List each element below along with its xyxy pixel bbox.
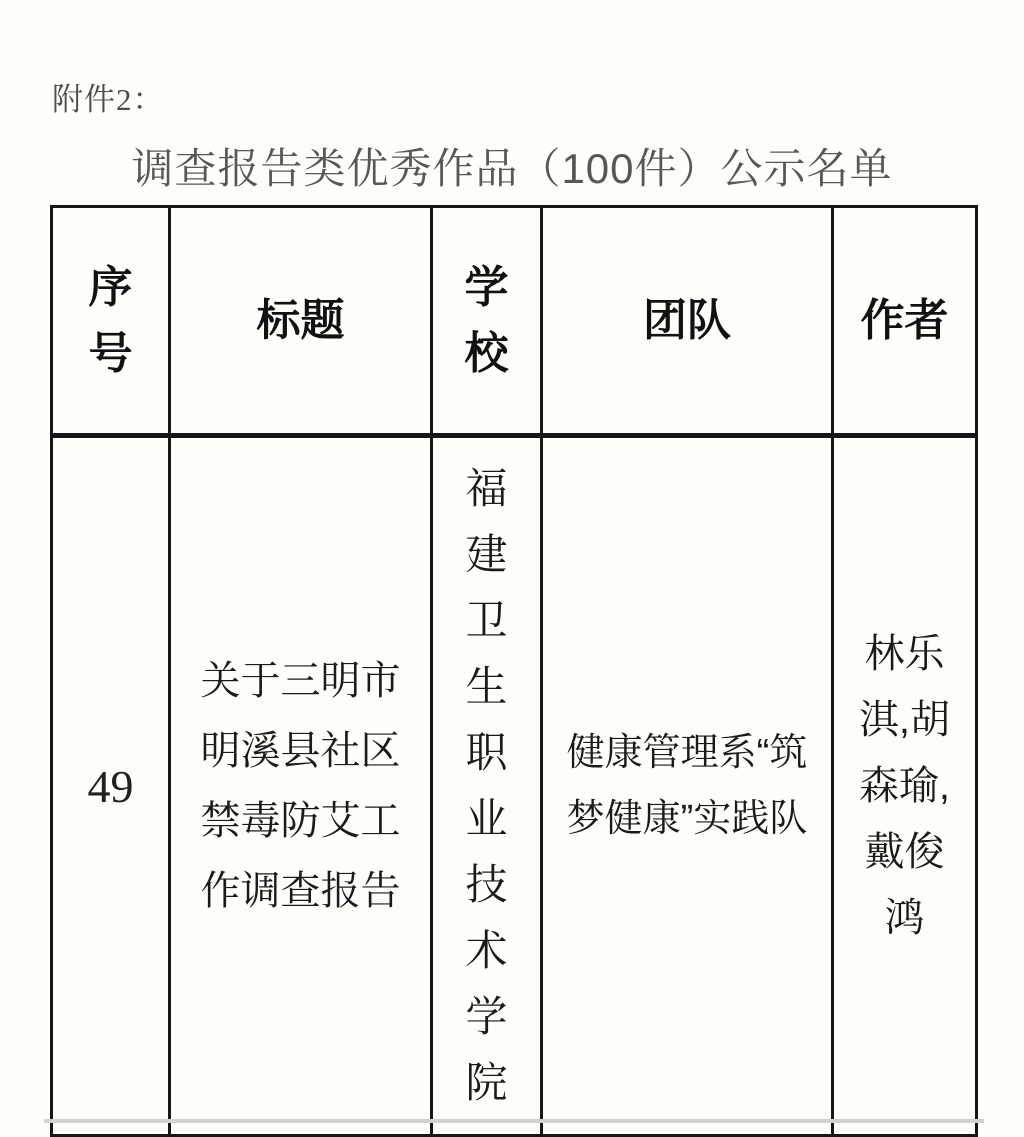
column-header-title-label: 标题 xyxy=(256,295,345,345)
table-row xyxy=(52,436,977,1136)
column-header-index-label: 序号 xyxy=(88,262,133,378)
row-index-value: 49 xyxy=(87,760,134,812)
row-author-value: 林乐淇,胡森瑜,戴俊鸿 xyxy=(858,632,951,940)
row-title-value: 关于三明市明溪县社区禁毒防艾工作调查报告 xyxy=(200,658,401,913)
column-header-school xyxy=(432,207,542,436)
attachment-label: 附件2： xyxy=(52,82,165,117)
cell-author xyxy=(833,436,977,1136)
column-header-index xyxy=(52,207,170,436)
column-header-team xyxy=(542,207,833,436)
column-header-school-label: 学校 xyxy=(464,262,509,378)
cell-school xyxy=(432,436,542,1136)
works-table xyxy=(50,205,978,1137)
table-header xyxy=(52,207,977,436)
cell-index xyxy=(52,436,170,1136)
column-header-team-label: 团队 xyxy=(643,295,731,345)
column-header-author-label: 作者 xyxy=(860,295,949,345)
header-row xyxy=(52,207,977,436)
column-header-author xyxy=(833,207,977,436)
column-header-title xyxy=(170,207,432,436)
page-title: 调查报告类优秀作品（100件）公示名单 xyxy=(131,145,893,192)
next-row-divider xyxy=(44,1119,984,1123)
cell-title xyxy=(170,436,432,1136)
cell-team xyxy=(542,436,833,1136)
row-team-value: 健康管理系“筑梦健康”实践队 xyxy=(566,732,808,840)
row-school-value: 福建卫生职业技术学院 xyxy=(465,465,508,1106)
table-body xyxy=(52,436,977,1136)
